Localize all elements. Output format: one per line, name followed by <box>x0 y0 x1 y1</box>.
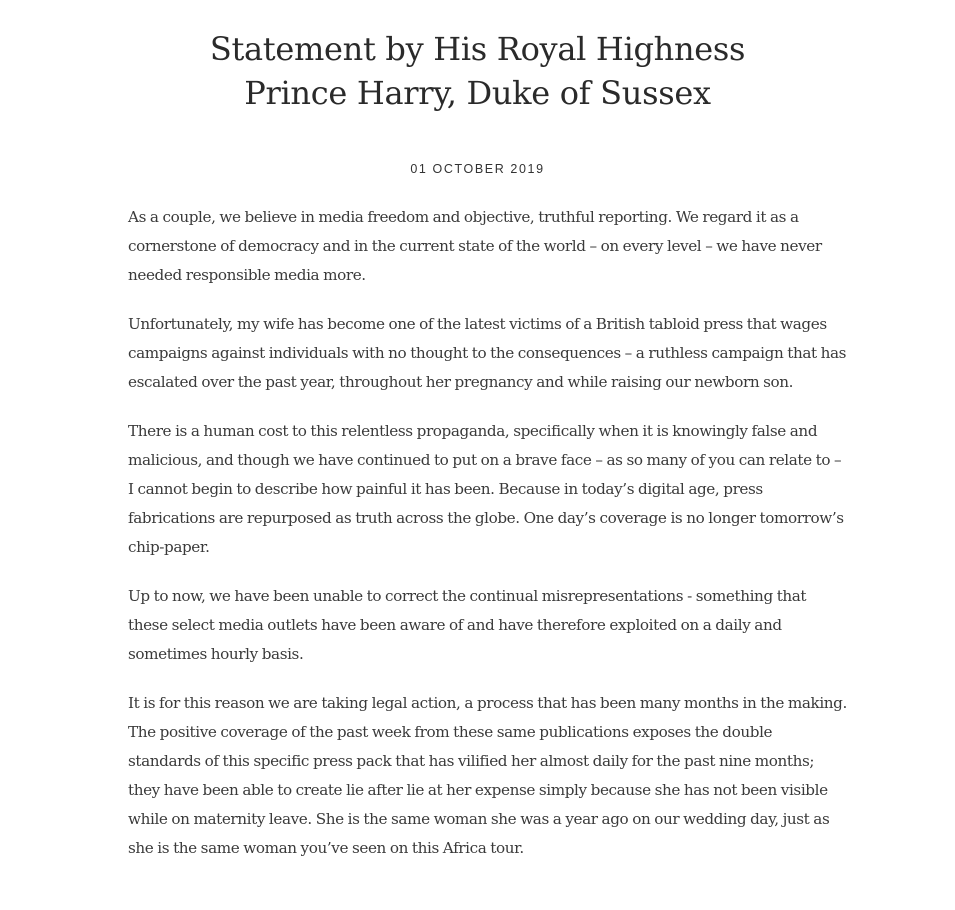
title-line-1: Statement by His Royal Highness <box>209 30 746 68</box>
page-title <box>0 27 955 115</box>
statement-date: 01 OCTOBER 2019 <box>410 162 545 176</box>
paragraph: Unfortunately, my wife has become one of the latest victims of a British tabloid press that wages campaigns against individuals with no thought to the consequences – a ruthless campaign that has escalated over the past year, throughout her pregnancy and while raising our newborn son. <box>128 315 847 391</box>
paragraph: Up to now, we have been unable to correct the continual misrepresentations - something that these select media outlets have been aware of and have therefore exploited on a daily and sometimes hourly basis. <box>128 587 807 663</box>
title-line-2: Prince Harry, Duke of Sussex <box>244 74 711 112</box>
paragraph: There is a human cost to this relentless propaganda, specifically when it is knowingly false and malicious, and though we have continued to put on a brave face – as so many of you can relate to – I cannot begin to describe how painful it has been. Because in today’s digital age, press fabrications are repurposed as truth across the globe. One day’s coverage is no longer tomorrow’s chip-paper. <box>128 422 844 556</box>
statement-body <box>128 203 848 883</box>
paragraph: As a couple, we believe in media freedom and objective, truthful reporting. We regard it as a cornerstone of democracy and in the current state of the world – on every level – we have never needed responsible media more. <box>128 208 822 284</box>
paragraph: It is for this reason we are taking legal action, a process that has been many months in the making. The positive coverage of the past week from these same publications exposes the double standards of this specific press pack that has vilified her almost daily for the past nine months; they have been able to create lie after lie at her expense simply because she has not been visible while on maternity leave. She is the same woman she was a year ago on our wedding day, just as she is the same woman you’ve seen on this Africa tour. <box>128 694 847 857</box>
